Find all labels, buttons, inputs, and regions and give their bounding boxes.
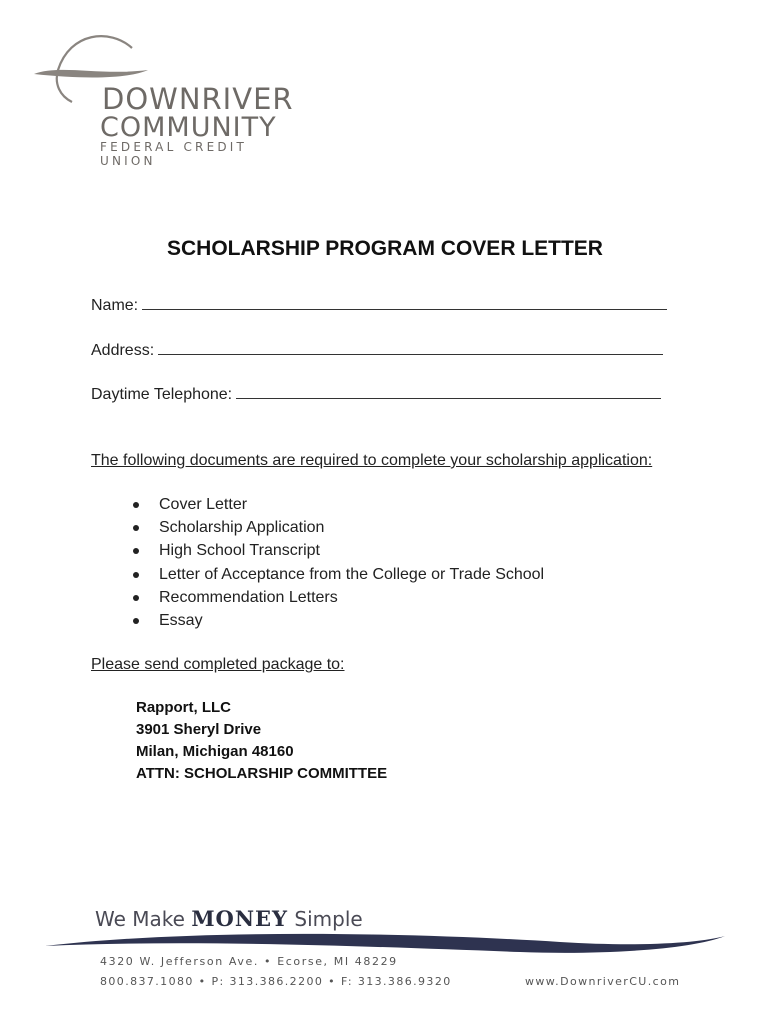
logo-line-federal: FEDERAL CREDIT UNION <box>100 140 248 168</box>
footer-phones: 800.837.1080 • P: 313.386.2200 • F: 313.386.9320 <box>100 975 452 988</box>
send-to-heading: Please send completed package to: <box>91 656 345 673</box>
list-item: Letter of Acceptance from the College or Trade School <box>131 563 544 586</box>
list-item: Scholarship Application <box>131 516 544 539</box>
mailing-address <box>136 697 387 785</box>
mailing-address-line: ATTN: SCHOLARSHIP COMMITTEE <box>136 765 388 782</box>
slogan-pre: We Make <box>95 907 185 931</box>
footer-address: 4320 W. Jefferson Ave. • Ecorse, MI 48229 <box>100 955 398 968</box>
phone-blank-line[interactable] <box>236 384 661 399</box>
logo-line-community: COMMUNITY <box>100 112 277 143</box>
slogan-money: MONEY <box>191 906 289 931</box>
page-title: SCHOLARSHIP PROGRAM COVER LETTER <box>167 237 603 260</box>
mailing-address-line: 3901 Sheryl Drive <box>136 721 262 738</box>
slogan-post: Simple <box>294 907 363 931</box>
phone-label: Daytime Telephone: <box>91 386 233 403</box>
list-item: Cover Letter <box>131 493 544 516</box>
mailing-address-line: Rapport, LLC <box>136 699 231 716</box>
list-item: Recommendation Letters <box>131 586 544 609</box>
footer-slogan <box>95 906 363 931</box>
list-item: Essay <box>131 609 544 632</box>
required-documents-heading: The following documents are required to complete your scholarship application: <box>91 452 653 469</box>
list-item: High School Transcript <box>131 539 544 562</box>
address-field[interactable] <box>91 340 663 360</box>
documents-list <box>131 493 544 632</box>
logo-line-downriver: DOWNRIVER <box>102 82 294 116</box>
address-blank-line[interactable] <box>158 340 663 355</box>
mailing-address-line: Milan, Michigan 48160 <box>136 743 294 760</box>
name-label: Name: <box>91 297 139 314</box>
address-label: Address: <box>91 342 155 359</box>
name-field[interactable] <box>91 295 667 315</box>
credit-union-logo <box>30 30 300 168</box>
name-blank-line[interactable] <box>142 295 667 310</box>
footer-website[interactable]: www.DownriverCU.com <box>525 975 681 988</box>
phone-field[interactable] <box>91 384 661 404</box>
